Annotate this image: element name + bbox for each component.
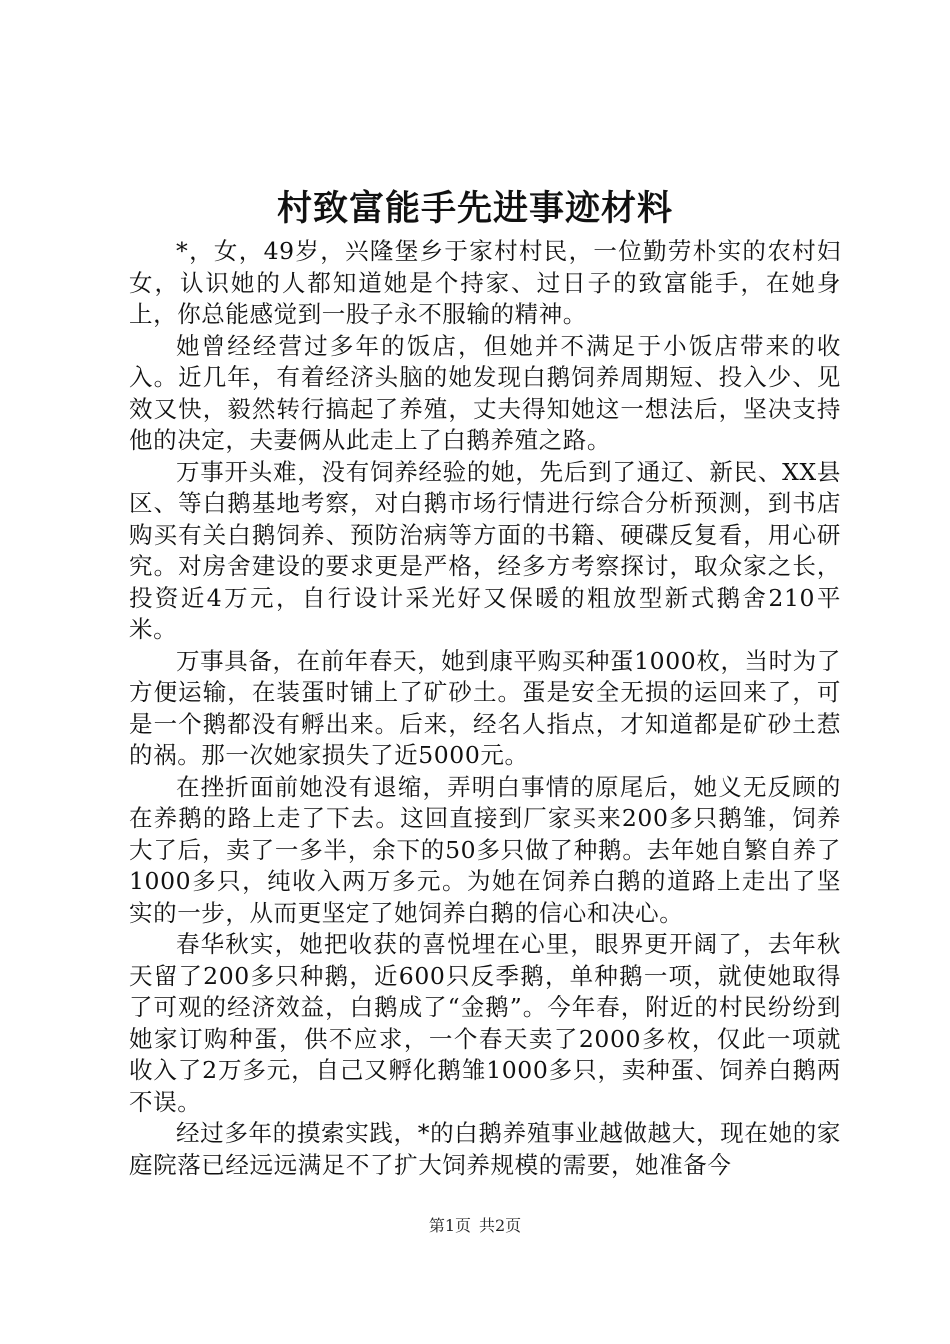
- paragraph: 春华秋实，她把收获的喜悦埋在心里，眼界更开阔了，去年秋天留了200多只种鹅，近600只反季鹅，单种鹅一项，就使她取得了可观的经济效益，白鹅成了“金鹅”。今年春，附近的村民纷纷到她家订购种蛋，供不应求，一个春天卖了2000多枚，仅此一项就收入了2万多元，自己又孵化鹅雏1000多只，卖种蛋、饲养白鹅两不误。: [129, 930, 841, 1116]
- page-number: 第1页: [428, 1216, 471, 1235]
- paragraph: 她曾经经营过多年的饭店，但她并不满足于小饭店带来的收入。近几年，有着经济头脑的她发现白鹅饲养周期短、投入少、见效又快，毅然转行搞起了养殖，丈夫得知她这一想法后，坚决支持他的决定，夫妻俩从此走上了白鹅养殖之路。: [129, 331, 841, 454]
- page-total: 共2页: [479, 1216, 522, 1235]
- paragraph: 经过多年的摸索实践，*的白鹅养殖事业越做越大，现在她的家庭院落已经远远满足不了扩大饲养规模的需要，她准备今: [129, 1119, 841, 1179]
- paragraph: *，女，49岁，兴隆堡乡于家村村民，一位勤劳朴实的农村妇女，认识她的人都知道她是个持家、过日子的致富能手，在她身上，你总能感觉到一股子永不服输的精神。: [129, 237, 841, 328]
- paragraph: 万事开头难，没有饲养经验的她，先后到了通辽、新民、XX县区、等白鹅基地考察，对白鹅市场行情进行综合分析预测，到书店购买有关白鹅饲养、预防治病等方面的书籍、硬碟反复看，用心研究。对房舍建设的要求更是严格，经多方考察探讨，取众家之长，投资近4万元，自行设计采光好又保暖的粗放型新式鹅舍210平米。: [129, 457, 841, 643]
- paragraph: 万事具备，在前年春天，她到康平购买种蛋1000枚，当时为了方便运输，在装蛋时铺上了矿砂土。蛋是安全无损的运回来了，可是一个鹅都没有孵出来。后来，经名人指点，才知道都是矿砂土惹的祸。那一次她家损失了近5000元。: [129, 646, 841, 769]
- page-footer: [0, 1215, 950, 1237]
- document-body: [129, 236, 841, 1181]
- document-title: 村致富能手先进事迹材料: [276, 188, 673, 229]
- paragraph: 在挫折面前她没有退缩，弄明白事情的原尾后，她义无反顾的在养鹅的路上走了下去。这回直接到厂家买来200多只鹅雏，饲养大了后，卖了一多半，余下的50多只做了种鹅。去年她自繁自养了1000多只，纯收入两万多元。为她在饲养白鹅的道路上走出了坚实的一步，从而更坚定了她饲养白鹅的信心和决心。: [129, 772, 841, 927]
